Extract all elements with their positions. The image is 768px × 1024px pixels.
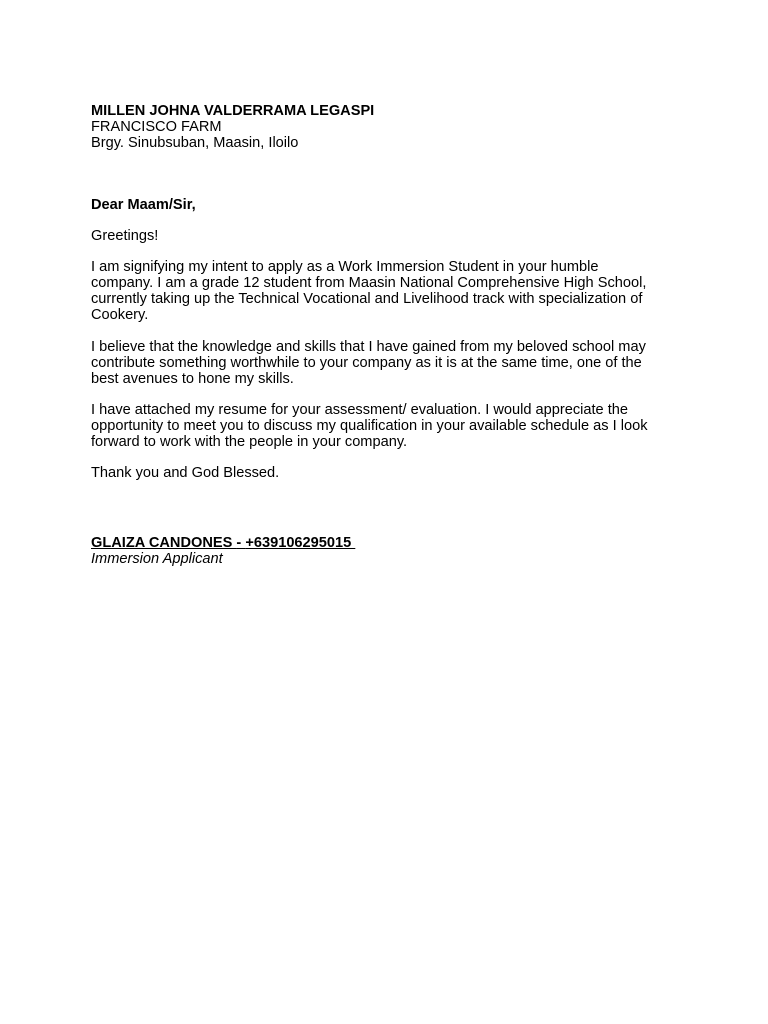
paragraph-line: Cookery. [91, 307, 149, 323]
recipient-company: FRANCISCO FARM [91, 119, 222, 135]
paragraph-line: forward to work with the people in your company. [91, 434, 408, 450]
body-paragraph-2 [91, 339, 691, 387]
paragraph-line: I have attached my resume for your assessment/ evaluation. I would appreciate the [91, 402, 629, 418]
signature-phone: +639106295015 [245, 535, 356, 551]
greeting: Greetings! [91, 228, 159, 244]
salutation: Dear Maam/Sir, [91, 197, 196, 213]
paragraph-line: contribute something worthwhile to your company as it is at the same time, one of the [91, 355, 642, 371]
paragraph-line: I believe that the knowledge and skills that I have gained from my beloved school may [91, 339, 646, 355]
signature-name: GLAIZA CANDONES [91, 535, 237, 551]
signature-title: Immersion Applicant [91, 551, 223, 567]
body-paragraph-1 [91, 259, 691, 323]
recipient-name: MILLEN JOHNA VALDERRAMA LEGASPI [91, 103, 375, 119]
recipient-address: Brgy. Sinubsuban, Maasin, Iloilo [91, 135, 299, 151]
paragraph-line: I am signifying my intent to apply as a Work Immersion Student in your humble [91, 259, 599, 275]
paragraph-line: opportunity to meet you to discuss my qualification in your available schedule as I look [91, 418, 648, 434]
signature-line [91, 535, 691, 551]
paragraph-line: company. I am a grade 12 student from Maasin National Comprehensive High School, [91, 275, 647, 291]
signature-block [91, 535, 691, 567]
recipient-block [91, 103, 691, 151]
closing-line: Thank you and God Blessed. [91, 465, 280, 481]
paragraph-line: best avenues to hone my skills. [91, 371, 294, 387]
paragraph-line: currently taking up the Technical Vocational and Livelihood track with specialization of [91, 291, 643, 307]
signature-separator: - [236, 535, 246, 551]
body-paragraph-3 [91, 402, 691, 450]
